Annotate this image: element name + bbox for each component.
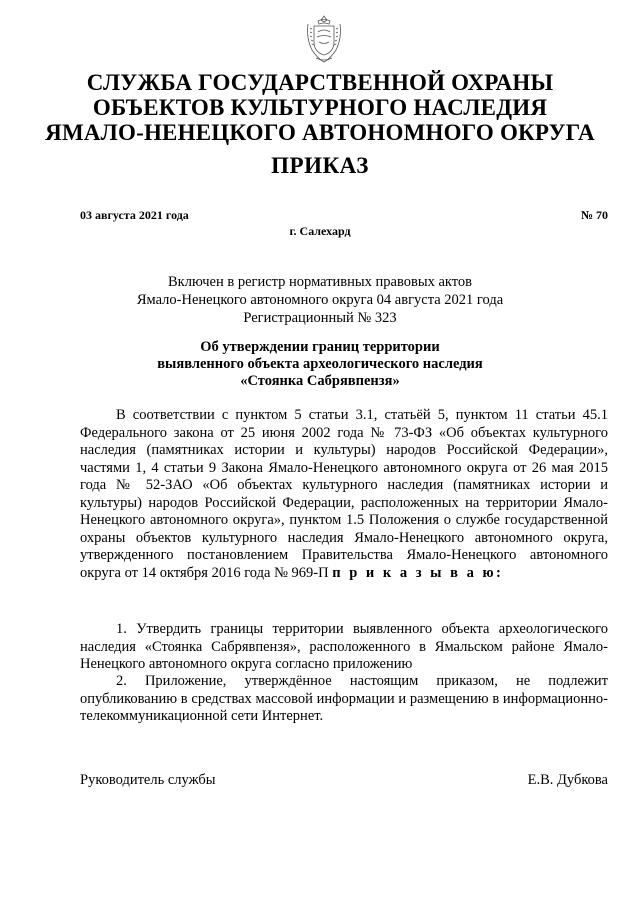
order-city: г. Салехард — [289, 224, 351, 238]
registry-line-2: Ямало-Ненецкого автономного округа 04 августа 2021 года — [136, 292, 504, 308]
subject-line-2: выявленного объекта археологического наследия — [157, 356, 483, 372]
order-date: 03 августа 2021 года — [80, 208, 189, 222]
order-subject — [40, 339, 600, 390]
agency-line-2: ОБЪЕКТОВ КУЛЬТУРНОГО НАСЛЕДИЯ — [92, 95, 548, 120]
coat-of-arms-icon — [304, 12, 344, 66]
signer-position: Руководитель службы — [80, 772, 216, 788]
subject-line-1: Об утверждении границ территории — [200, 339, 440, 355]
registry-note — [40, 273, 600, 327]
order-number: № 70 — [580, 208, 608, 222]
subject-line-3: «Стоянка Сабрявпензя» — [240, 373, 400, 389]
registry-line-3: Регистрационный № 323 — [243, 310, 397, 326]
order-item-1: 1. Утвердить границы территории выявленного объекта археологического наследия «Стоянка Сабрявпензя», расположенного в Ямальском районе Ямало-Ненецкого автономного округа согласно приложению — [80, 621, 608, 672]
agency-name — [40, 70, 600, 145]
registry-line-1: Включен в регистр нормативных правовых актов — [168, 274, 472, 290]
order-item-2: 2. Приложение, утверждённое настоящим приказом, не подлежит опубликованию в средствах массовой информации и размещению в информационно-телекоммуникационной сети Интернет. — [80, 673, 608, 724]
signer-name: Е.В. Дубкова — [527, 772, 608, 788]
preamble-paragraph — [80, 407, 608, 582]
agency-line-3: ЯМАЛО-НЕНЕЦКОГО АВТОНОМНОГО ОКРУГА — [45, 120, 595, 145]
preamble-text: В соответствии с пунктом 5 статьи 3.1, статьёй 5, пунктом 11 статьи 45.1 Федерального закона от 25 июня 2002 года № 73-ФЗ «Об объектах культурного наследия (памятниках истории и культуры) народов Российской Федерации», частями 1, 4 статьи 9 Закона Ямало-Ненецкого автономного округа от 26 мая 2015 года № 52-ЗАО «Об объектах культурного наследия (памятниках истории и культуры) народов Российской Федерации, расположенных на территории Ямало-Ненецкого автономного округа», пунктом 1.5 Положения о службе государственной охраны объектов культурного наследия Ямало-Ненецкого автономного округа, утвержденного постановлением Правительства Ямало-Ненецкого автономного округа от 14 октября 2016 года № 969-П — [80, 407, 608, 581]
document-type-title: ПРИКАЗ — [271, 153, 369, 178]
agency-line-1: СЛУЖБА ГОСУДАРСТВЕННОЙ ОХРАНЫ — [86, 70, 554, 95]
order-word: п р и к а з ы в а ю: — [332, 564, 504, 581]
